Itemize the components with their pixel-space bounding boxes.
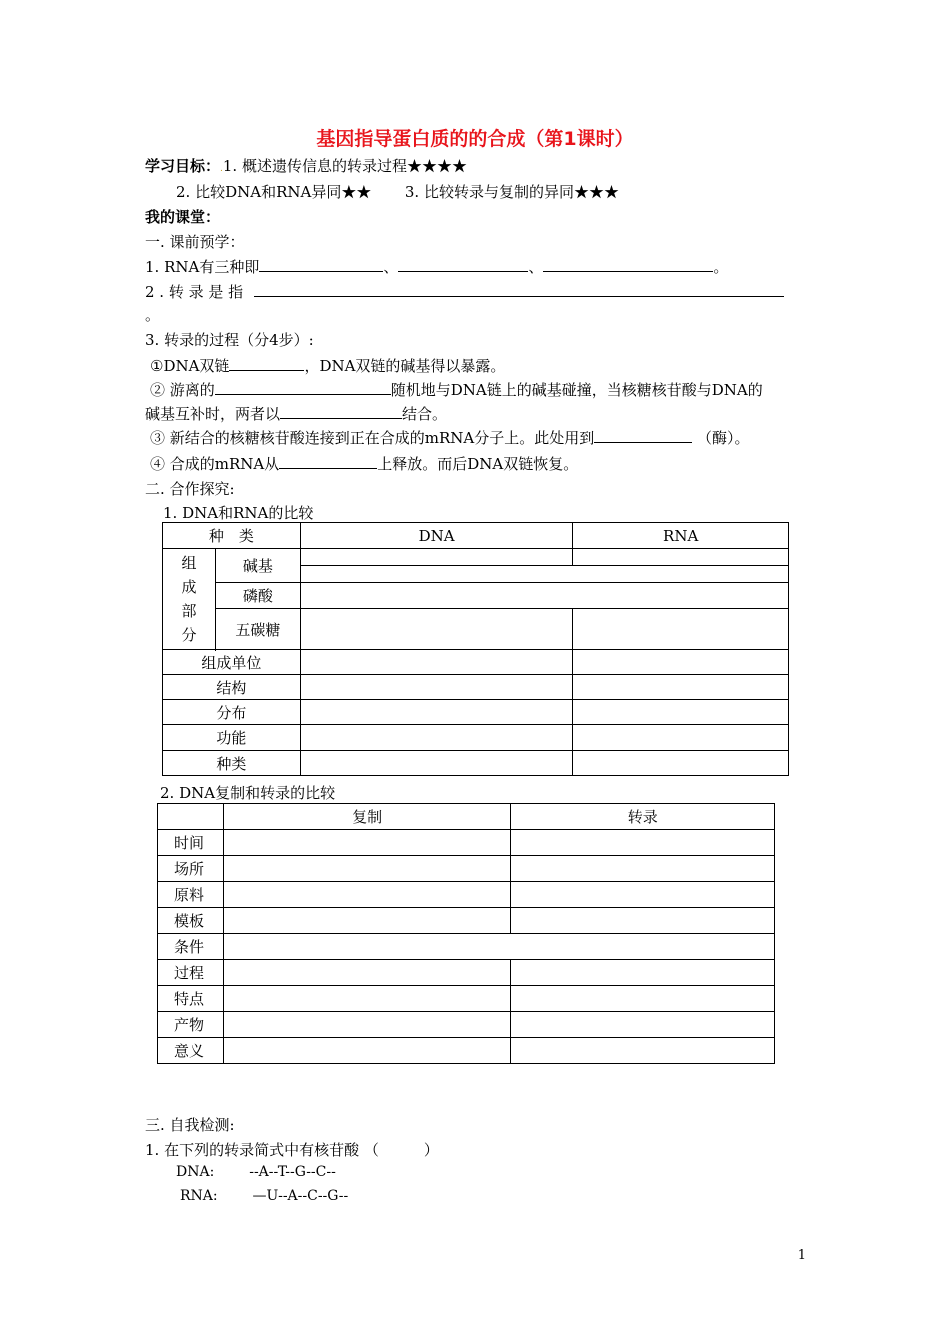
rna-sequence: —U--A--C--G-- <box>252 1188 349 1204</box>
q1-end: 。 <box>713 258 729 276</box>
table-cell[interactable] <box>573 650 789 675</box>
table-cell[interactable] <box>511 1038 775 1064</box>
table-cell[interactable] <box>300 566 788 583</box>
table-cell[interactable] <box>511 882 775 908</box>
dna-rna-table <box>162 522 789 776</box>
table-cell[interactable] <box>223 986 511 1012</box>
step-4 <box>150 453 578 474</box>
step2-blank-1[interactable] <box>215 380 391 395</box>
row-label: 过程 <box>158 960 224 986</box>
col-dna: DNA <box>300 523 573 549</box>
table-cell[interactable] <box>573 751 789 776</box>
step1-text: ，DNA双链的碱基得以暴露。 <box>304 357 506 375</box>
goals-label: 学习目标： <box>145 157 221 175</box>
step4-text: 上释放。而后DNA双链恢复。 <box>377 455 579 473</box>
table1-caption: 1. DNA和RNA的比较 <box>163 504 314 522</box>
q1-blank-3[interactable] <box>543 257 713 272</box>
page-number: 1 <box>797 1248 806 1263</box>
question-2 <box>145 281 784 302</box>
table-cell[interactable] <box>573 549 789 566</box>
table-cell[interactable] <box>511 856 775 882</box>
table-cell[interactable] <box>300 751 573 776</box>
step4-blank[interactable] <box>279 454 377 469</box>
step1-blank[interactable] <box>229 356 304 371</box>
row-label: 组成单位 <box>163 650 301 675</box>
section1-heading: 一. 课前预学： <box>145 233 245 251</box>
question-3-heading: 3. 转录的过程（分4步）: <box>145 331 314 349</box>
page-title: 基因指导蛋白质的的合成（第1课时） <box>316 128 634 150</box>
row-label: 结构 <box>163 675 301 700</box>
table-cell[interactable] <box>573 700 789 725</box>
group-label-char: 分 <box>181 626 197 644</box>
table2-caption: 2. DNA复制和转录的比较 <box>160 784 336 802</box>
group-label-char: 部 <box>181 602 197 620</box>
q2-blank[interactable] <box>254 282 784 297</box>
table-cell[interactable] <box>300 609 573 650</box>
section3-heading: 三. 自我检测: <box>145 1116 235 1134</box>
row-label: 分布 <box>163 700 301 725</box>
table-cell[interactable] <box>223 1012 511 1038</box>
composition-group-label <box>163 549 216 650</box>
step1-text: ①DNA双链 <box>150 357 230 375</box>
step-3 <box>150 427 750 448</box>
step3-text: ③ 新结合的核糖核苷酸连接到正在合成的mRNA分子上。此处用到 <box>150 429 595 447</box>
step4-text: ④ 合成的mRNA从 <box>150 455 280 473</box>
row-label: 碱基 <box>215 549 300 583</box>
group-label-char: 组 <box>181 554 197 572</box>
table-cell[interactable] <box>300 675 573 700</box>
row-label: 特点 <box>158 986 224 1012</box>
rna-sequence-line <box>180 1188 348 1204</box>
learning-goals-line2 <box>176 181 619 202</box>
table-cell[interactable] <box>223 1038 511 1064</box>
row-label: 模板 <box>158 908 224 934</box>
row-label: 意义 <box>158 1038 224 1064</box>
q1-sep: 、 <box>528 258 544 276</box>
table-cell[interactable] <box>511 986 775 1012</box>
question-1 <box>145 256 728 277</box>
step2-text: 随机地与DNA链上的碱基碰撞，当核糖核苷酸与DNA的 <box>390 381 763 399</box>
q1-sep: 、 <box>383 258 399 276</box>
row-label: 条件 <box>158 934 224 960</box>
self-test-question-1: 1. 在下列的转录简式中有核苷酸 （ ） <box>145 1141 439 1159</box>
table-cell[interactable] <box>573 675 789 700</box>
step-2 <box>150 379 763 400</box>
row-label: 场所 <box>158 856 224 882</box>
step2-text: 结合。 <box>402 405 448 423</box>
table-cell[interactable] <box>573 609 789 650</box>
goal-2: 2. 比较DNA和RNA异同★★ <box>176 183 372 201</box>
section2-heading: 二. 合作探究: <box>145 480 235 498</box>
my-class-heading: 我的课堂： <box>145 208 221 226</box>
row-label: 产物 <box>158 1012 224 1038</box>
step2-text: ② 游离的 <box>150 381 215 399</box>
dna-sequence: --A--T--G--C-- <box>249 1164 336 1180</box>
table-cell[interactable] <box>300 700 573 725</box>
table-cell[interactable] <box>223 882 511 908</box>
row-label: 时间 <box>158 830 224 856</box>
col-kind: 种 类 <box>163 523 301 549</box>
table-cell[interactable] <box>300 549 573 566</box>
row-label: 磷酸 <box>215 583 300 609</box>
table-cell[interactable] <box>511 1012 775 1038</box>
step-2-cont <box>145 403 447 424</box>
row-label: 五碳糖 <box>215 609 300 650</box>
col-transcription: 转录 <box>511 804 775 830</box>
row-label: 种类 <box>163 751 301 776</box>
col-rna: RNA <box>573 523 789 549</box>
table-cell[interactable] <box>300 725 573 751</box>
step3-blank[interactable] <box>594 428 692 443</box>
table-cell[interactable] <box>300 650 573 675</box>
q1-blank-2[interactable] <box>398 257 528 272</box>
table-cell[interactable] <box>300 583 788 609</box>
learning-goals-line1: 学习目标：.1. 概述遗传信息的转录过程★★★★ <box>145 157 467 175</box>
table-cell[interactable] <box>223 830 511 856</box>
rna-label: RNA: <box>180 1188 218 1204</box>
step2-text: 碱基互补时，两者以 <box>145 405 281 423</box>
table-cell[interactable] <box>223 960 511 986</box>
table-cell <box>158 804 224 830</box>
step-1 <box>150 355 505 376</box>
goal-3: 3. 比较转录与复制的异同★★★ <box>404 183 619 201</box>
step2-blank-2[interactable] <box>280 404 402 419</box>
col-copy: 复制 <box>223 804 511 830</box>
table-cell[interactable] <box>511 960 775 986</box>
goal-1: 1. 概述遗传信息的转录过程★★★★ <box>222 157 467 175</box>
table-cell[interactable] <box>223 908 511 934</box>
row-label: 功能 <box>163 725 301 751</box>
replication-transcription-table <box>157 803 775 1064</box>
q1-blank-1[interactable] <box>259 257 383 272</box>
q1-prefix: 1. RNA有三种即 <box>145 258 260 276</box>
table-cell[interactable] <box>511 830 775 856</box>
step3-text: （酶）。 <box>697 429 750 447</box>
table-cell[interactable] <box>223 934 774 960</box>
q2-end: 。 <box>145 306 161 324</box>
row-label: 原料 <box>158 882 224 908</box>
table-cell[interactable] <box>573 725 789 751</box>
group-label-char: 成 <box>181 578 197 596</box>
dna-sequence-line <box>176 1164 336 1180</box>
table-cell[interactable] <box>511 908 775 934</box>
table-cell[interactable] <box>223 856 511 882</box>
dna-label: DNA: <box>176 1164 215 1180</box>
q2-prefix: 2 . 转 录 是 指 <box>145 283 244 301</box>
